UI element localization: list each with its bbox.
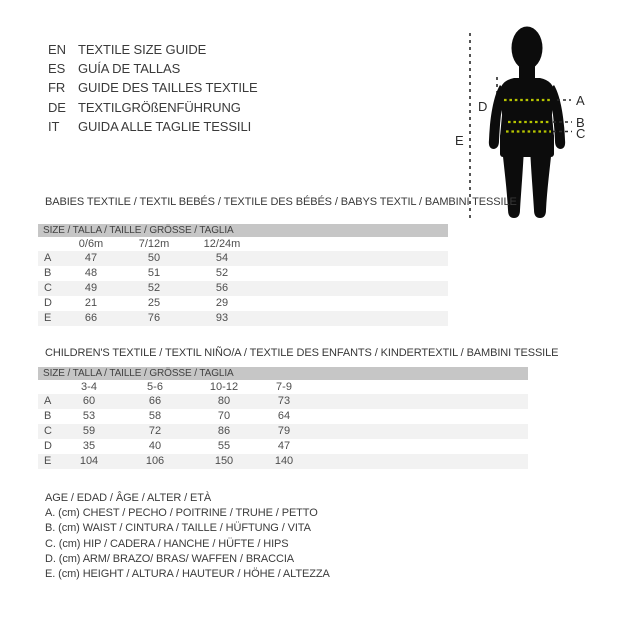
language-code: FR [48,80,66,96]
column-header: 0/6m [78,238,104,250]
cell-value: 55 [217,440,231,452]
babies-size-table [38,224,448,326]
label-height-e: E [455,133,464,148]
column-header: 7/12m [138,238,170,250]
cell-value: 104 [79,455,99,467]
cell-value: 51 [147,267,161,279]
language-code: IT [48,118,60,134]
language-row [48,98,258,117]
cell-value: 58 [148,410,162,422]
babies-section-heading: BABIES TEXTILE / TEXTIL BEBÉS / TEXTILE DES BÉBÉS / BABYS TEXTIL / BAMBINI TESSILE [45,196,517,208]
label-waist-b: B [576,115,585,130]
cell-value: 150 [214,455,234,467]
cell-value: 52 [147,282,161,294]
cell-value: 54 [215,252,229,264]
row-label: C [44,282,52,294]
cell-value: 40 [148,440,162,452]
cell-value: 49 [84,282,98,294]
cell-value: 60 [82,395,96,407]
language-row [48,59,258,78]
row-label: D [44,440,52,452]
row-label: B [44,267,52,279]
legend-item-arm: D. (cm) ARM/ BRAZO/ BRAS/ WAFFEN / BRACCIA [45,552,295,565]
label-hip-c: C [576,126,586,141]
table-row [38,439,528,454]
table-row [38,311,448,326]
children-size-table [38,367,528,469]
cell-value: 29 [215,297,229,309]
cell-value: 47 [84,252,98,264]
table-row [38,281,448,296]
row-label: A [44,395,52,407]
legend-age-line: AGE / EDAD / ÂGE / ALTER / ETÀ [45,492,212,504]
table-body [38,251,448,326]
row-label: E [44,455,52,467]
row-label: C [44,425,52,437]
table-row [38,251,448,266]
language-label: GUIDA ALLE TAGLIE TESSILI [78,118,252,134]
cell-value: 52 [215,267,229,279]
cell-value: 48 [84,267,98,279]
cell-value: 106 [145,455,165,467]
cell-value: 86 [217,425,231,437]
table-row [38,296,448,311]
row-label: B [44,410,52,422]
table-row [38,394,528,409]
row-label: E [44,312,52,324]
language-code: DE [48,99,66,115]
label-chest-a: A [576,93,585,108]
column-header-row [38,380,528,394]
cell-value: 50 [147,252,161,264]
column-header-row [38,237,448,251]
language-code: ES [48,61,66,77]
measurement-legend [45,491,330,582]
language-code: EN [48,42,66,57]
cell-value: 35 [82,440,96,452]
label-arm-d: D [478,99,488,114]
legend-item-hip: C. (cm) HIP / CADERA / HANCHE / HÜFTE / HIPS [45,537,289,550]
cell-value: 66 [84,312,98,324]
table-row [38,409,528,424]
language-label: GUIDE DES TAILLES TEXTILE [78,80,258,96]
column-header: 12/24m [203,238,241,250]
cell-value: 59 [82,425,96,437]
legend-item-waist: B. (cm) WAIST / CINTURA / TAILLE / HÜFTUNG / VITA [45,522,311,535]
language-label: TEXTILGRÖßENFÜHRUNG [78,99,241,115]
size-header-bar: SIZE / TALLA / TAILLE / GRÖSSE / TAGLIA [38,367,528,380]
column-header: 5-6 [147,381,163,393]
cell-value: 21 [84,297,98,309]
cell-value: 72 [148,425,162,437]
language-label: GUÍA DE TALLAS [78,61,181,77]
cell-value: 47 [277,440,291,452]
cell-value: 76 [147,312,161,324]
language-row [48,117,258,136]
cell-value: 80 [217,395,231,407]
children-section-heading: CHILDREN'S TEXTILE / TEXTIL NIÑO/A / TEXTILE DES ENFANTS / KINDERTEXTIL / BAMBINI TESSILE [45,347,559,359]
language-guide-list [48,40,258,136]
cell-value: 73 [277,395,291,407]
cell-value: 66 [148,395,162,407]
column-header: 7-9 [276,381,292,393]
cell-value: 70 [217,410,231,422]
row-label: D [44,297,52,309]
cell-value: 140 [274,455,294,467]
table-row [38,454,528,469]
cell-value: 64 [277,410,291,422]
column-header: 3-4 [81,381,97,393]
table-row [38,266,448,281]
language-row [48,78,258,97]
cell-value: 53 [82,410,96,422]
language-row [48,40,258,59]
table-body [38,394,528,469]
cell-value: 93 [215,312,229,324]
language-label: TEXTILE SIZE GUIDE [78,42,207,57]
size-header-bar: SIZE / TALLA / TAILLE / GRÖSSE / TAGLIA [38,224,448,237]
cell-value: 56 [215,282,229,294]
legend-item-chest: A. (cm) CHEST / PECHO / POITRINE / TRUHE / PETTO [45,507,318,520]
cell-value: 79 [277,425,291,437]
column-header: 10-12 [209,381,239,393]
legend-item-height: E. (cm) HEIGHT / ALTURA / HAUTEUR / HÖHE / ALTEZZA [45,567,330,580]
row-label: A [44,252,52,264]
cell-value: 25 [147,297,161,309]
table-row [38,424,528,439]
